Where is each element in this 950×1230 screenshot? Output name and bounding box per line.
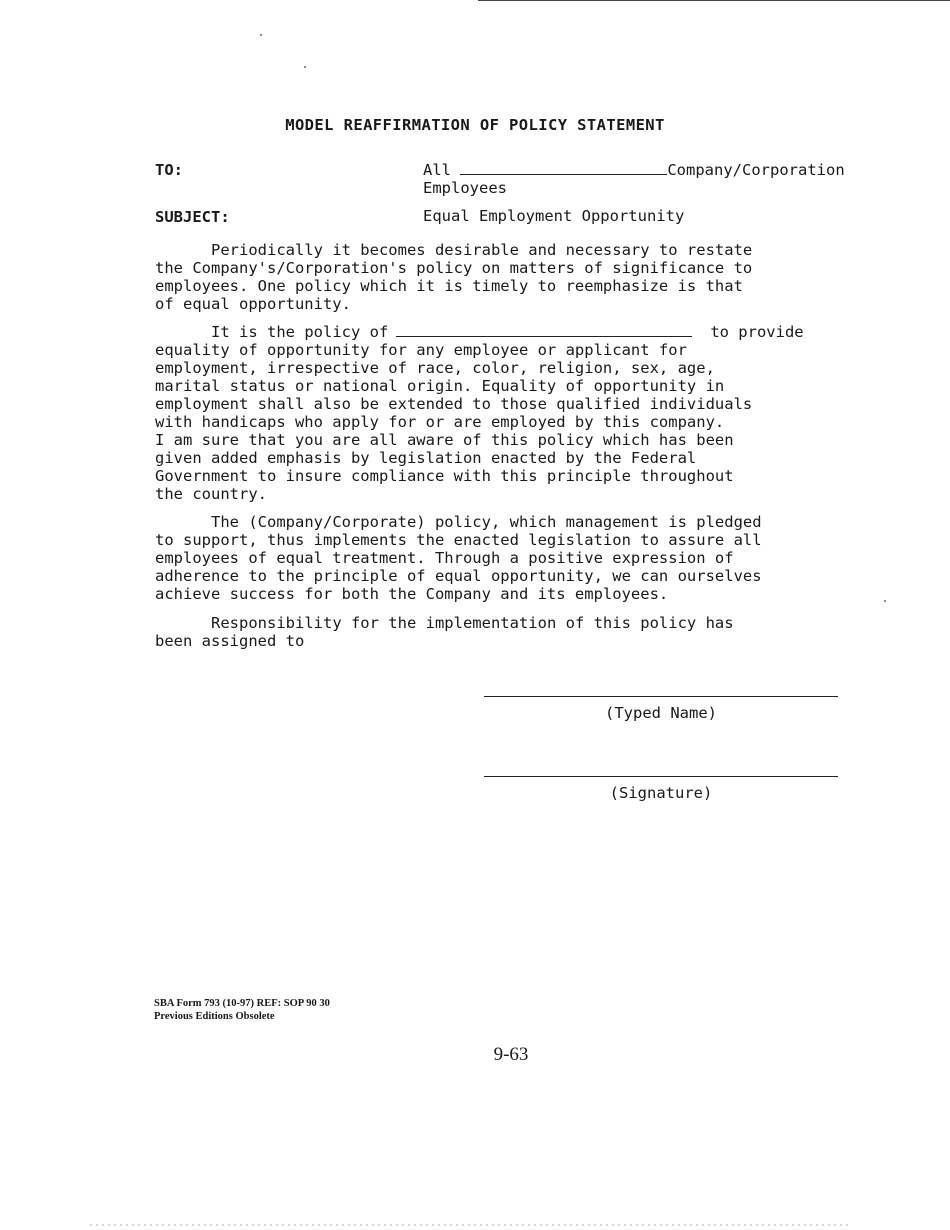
paragraph-1 (155, 241, 870, 313)
signature-line[interactable] (484, 776, 838, 777)
company-name-blank[interactable] (460, 160, 667, 175)
form-reference (154, 997, 330, 1023)
scan-speck (260, 34, 262, 36)
paragraph-1-text: Periodically it becomes desirable and necessary to restate the Company's/Corporation's policy on matters of significance to employees. One policy which it is timely to reemphasize is that of equal opportunity. (155, 241, 753, 313)
paragraph-2-body: equality of opportunity for any employee or applicant for employment, irrespective of race, color, religion, sex, age, marital status or national origin. Equality of opportunity in employment shall also be extended to those qualified individuals with handicaps who apply for or are employed by this company. I am sure that you are all aware of this policy which has been given added emphasis by legislation enacted by the Federal Government to insure compliance with this principle throughout the country. (155, 341, 753, 503)
to-recipient (423, 160, 845, 197)
form-reference-line1: SBA Form 793 (10-97) REF: SOP 90 30 (154, 998, 330, 1009)
subject-label: SUBJECT: (155, 208, 230, 226)
paragraph-2-suffix: to provide (710, 323, 804, 341)
page-number: 9-63 (493, 1044, 529, 1065)
paragraph-4-text: Responsibility for the implementation of this policy has been assigned to (155, 614, 734, 650)
document-title: MODEL REAFFIRMATION OF POLICY STATEMENT (285, 116, 665, 134)
typed-name-caption: (Typed Name) (605, 704, 717, 722)
scan-noise (90, 1224, 850, 1226)
to-prefix: All (423, 161, 451, 179)
paragraph-3-text: The (Company/Corporate) policy, which management is pledged to support, thus implements the enacted legislation to assure all employees of equal treatment. Through a positive expression of adherence to the principle of equal opportunity, we can ourselves achieve success for both the Company and its employees. (155, 513, 762, 603)
to-line2: Employees (423, 179, 507, 197)
scan-speck (884, 600, 886, 602)
paragraph-2 (155, 322, 870, 503)
to-suffix: Company/Corporation (667, 161, 845, 179)
to-label: TO: (155, 161, 183, 179)
scan-edge-line (478, 0, 950, 1)
organization-name-blank[interactable] (396, 322, 692, 337)
paragraph-3 (155, 513, 870, 603)
paragraph-2-prefix: It is the policy of (211, 323, 389, 341)
subject-value: Equal Employment Opportunity (423, 207, 685, 225)
signature-caption: (Signature) (609, 784, 713, 802)
form-reference-line2: Previous Editions Obsolete (154, 1011, 275, 1022)
typed-name-line[interactable] (484, 696, 838, 697)
paragraph-4 (155, 614, 870, 650)
scan-speck (304, 66, 306, 68)
